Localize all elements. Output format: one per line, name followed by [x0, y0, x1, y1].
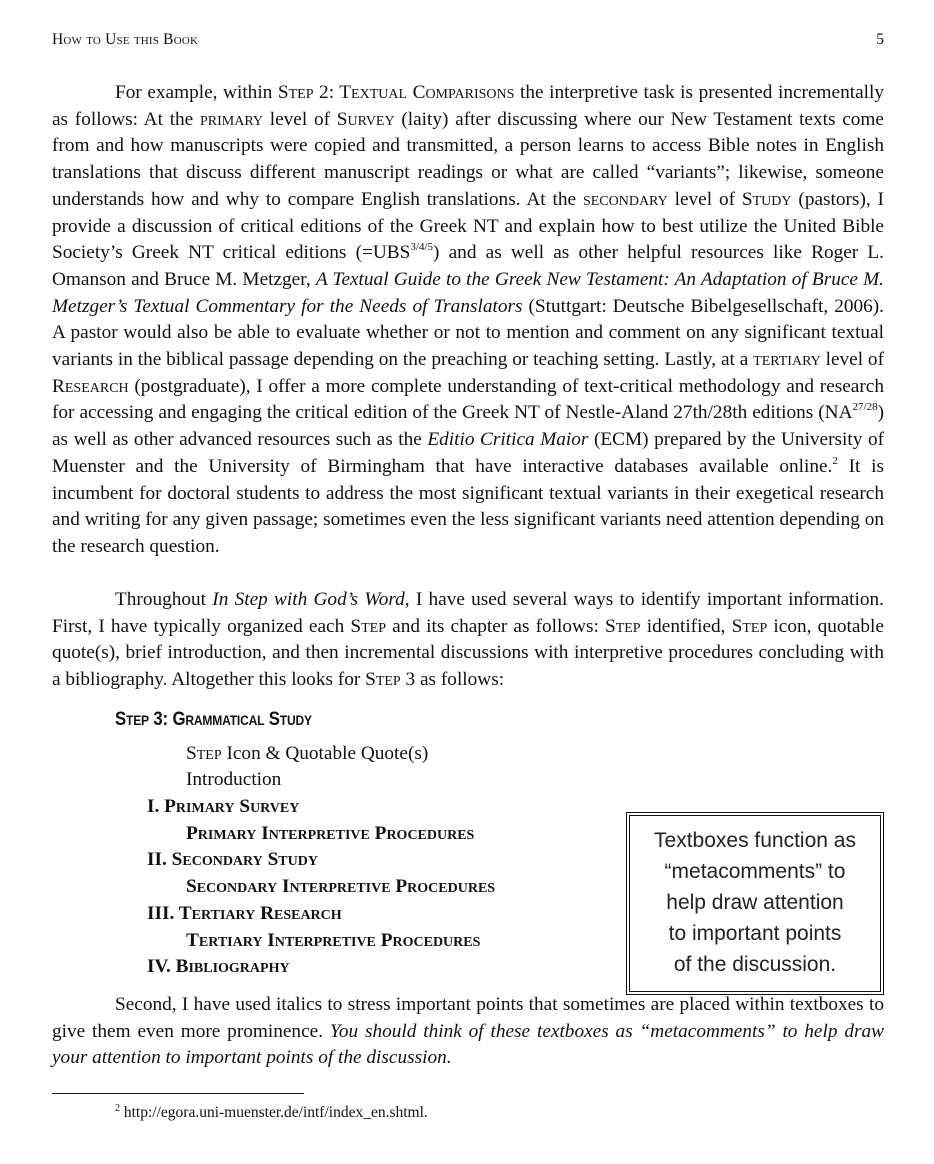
- footnote-divider: [52, 1093, 304, 1094]
- footnote: [115, 1104, 428, 1122]
- textbox-line: of the discussion.: [673, 953, 837, 976]
- textbox-line: to important points: [668, 922, 842, 945]
- footnote-number: 2: [115, 1103, 120, 1114]
- outline-bibliography: IV. Bibliography: [147, 956, 290, 977]
- outline-primary-survey: I. Primary Survey: [147, 796, 300, 817]
- textbox-line: help draw attention: [666, 891, 844, 914]
- outline-icon-quote: Step Icon & Quotable Quote(s): [186, 743, 429, 764]
- outline-tertiary-research: III. Tertiary Research: [147, 903, 342, 924]
- outline-secondary-procedures: Secondary Interpretive Procedures: [186, 876, 496, 897]
- footnote-reference[interactable]: 2: [832, 454, 838, 467]
- textbox-line: “metacomments” to: [664, 860, 846, 883]
- paragraph-italics: Second, I have used italics to stress important points that sometimes are placed within textboxes to give them even more prominence. You should think of these textboxes as “metacomments” to help draw your attention to important points of the discussion.: [52, 994, 884, 1069]
- outline-introduction: Introduction: [186, 769, 282, 790]
- textbox-line: Textboxes function as: [654, 829, 856, 852]
- outline-heading: Step 3: Grammatical Study: [115, 708, 312, 730]
- outline-primary-procedures: Primary Interpretive Procedures: [186, 823, 475, 844]
- paragraph-textual-comparisons: For example, within Step 2: Textual Comparisons the interpretive task is presented incrementally as follows: At the primary level of Survey (laity) after discussing where our New Testament texts come from and how manuscripts were copied and transmitted, a person learns to access Bible notes in English translations that discuss different manuscript readings or what are called “variants”; likewise, someone understands how and why to compare English translations. At the secondary level of Study (pastors), I provide a discussion of critical editions of the Greek NT and explain how to best utilize the United Bible Society’s Greek NT critical editions $(=UBS^{3/4/5})$ and as well as other helpful resources like Roger L. Omanson and Bruce M. Metzger, A Textual Guide to the Greek New Testament: An Adaptation of Bruce M. Metzger’s Textual Commentary for the Needs of Translators (Stuttgart: Deutsche Bibelgesellschaft, 2006). A pastor would also be able to evaluate whether or not to mention and comment on any significant textual variants in the biblical passage depending on the preaching or teaching setting. Lastly, at a tertiary level of Research (postgraduate), I offer a more complete understanding of text-critical methodology and research for accessing and engaging the critical edition of the Greek NT of Nestle-Aland 27th/28th editions $(NA^{27/28})$ as well as other advanced resources such as the Editio Critica Maior (ECM) prepared by the University of Muenster and the University of Birmingham that have interactive databases available online.$^2$ It is incumbent for doctoral students to address the most significant textual variants in their exegetical research and writing for any given passage; sometimes even the less significant variants need attention depending on the research question.: [52, 82, 885, 557]
- metacomment-textbox: [626, 812, 884, 995]
- outline-tertiary-procedures: Tertiary Interpretive Procedures: [186, 930, 481, 951]
- paragraph-organization: Throughout In Step with God’s Word, I have used several ways to identify important information. First, I have typically organized each Step and its chapter as follows: Step identified, Step icon, quotable quote(s), brief introduction, and then incremental discussions with interpretive procedures concluding with a bibliography. Altogether this looks for Step 3 as follows:: [52, 589, 884, 691]
- page-number: 5: [876, 31, 884, 48]
- running-title: How to Use this Book: [52, 31, 199, 48]
- footnote-url[interactable]: http://egora.uni-muenster.de/intf/index_en.shtml.: [120, 1104, 428, 1121]
- running-header: [52, 31, 884, 51]
- outline-secondary-study: II. Secondary Study: [147, 849, 318, 870]
